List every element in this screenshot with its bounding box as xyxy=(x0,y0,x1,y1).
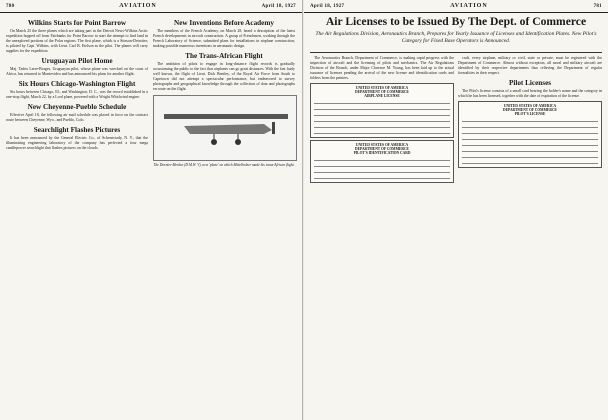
left-column-2 xyxy=(153,16,295,167)
article-heading: The Trans-African Flight xyxy=(185,52,263,60)
article-text: craft, every airplane, military or civil, state or private, must be registered with the Department of Commerce. Almost without exception, all naval and military aircraft are identified by their respective departments thus relieving the Department of regular formalities in their respect. xyxy=(458,56,602,75)
title-rule xyxy=(310,52,602,53)
left-page xyxy=(0,0,303,420)
right-column-2 xyxy=(458,56,602,170)
card-title: PILOT'S LICENSE xyxy=(514,112,546,116)
article-heading: Uruguayan Pilot Home xyxy=(41,57,113,65)
article-heading: New Cheyenne-Pueblo Schedule xyxy=(27,103,127,111)
card-line: DEPARTMENT OF COMMERCE xyxy=(355,147,409,151)
article-heading: Searchlight Flashes Pictures xyxy=(33,126,121,134)
card-line: DEPARTMENT OF COMMERCE xyxy=(355,90,409,94)
article-text: Effective April 18, the following air mail schedule was placed in force on the contract route between Cheyenne, Wyo., and Pueblo, Colo. xyxy=(6,113,148,122)
article-subtitle: The Air Regulations Division, Aeronautics Branch, Prepares for Yearly Issuance of Licenses and Identification Plates. New Pilot's Category for Fixed Base Operators is Announced. xyxy=(315,31,597,44)
airplane-illustration xyxy=(154,96,296,160)
article-text: The Aeronautics Branch, Department of Commerce, is making rapid progress with the inspection of aircraft and the licensing of pilots and mechanics. The Air Regulations Division of the Branch, under Major Clarence M. Young, has been laid up to the actual issuance of licenses pending the arrival of the new license and identification cards and folders from the printers. xyxy=(310,56,454,80)
article-heading: Six Hours Chicago-Washington Flight xyxy=(18,80,136,88)
airplane-photo xyxy=(153,95,297,161)
right-header xyxy=(304,0,608,13)
article-heading: New Inventions Before Academy xyxy=(174,19,274,27)
article-text: The ambition of pilots to engage in long-distance flight records is gradually accustoming the public to the fact that airplanes can go great distances. With the fast fairly well known, the flight of Lieut. Dick Bentley, of the Royal Air Force from South to Capetown did not attempt a spectacular performance, but endeavored to survey photographs and geographical knowledge through the collection of data and photographs en route on the flight. xyxy=(153,62,295,91)
article-text: The Pilot's license consists of a small card bearing the holder's name and the category in which he has been licensed, together with the date of expiration of the license. xyxy=(458,89,602,98)
card-line: DEPARTMENT OF COMMERCE xyxy=(503,108,557,112)
right-magazine-name: AVIATION xyxy=(450,3,488,9)
article-title: Air Licenses to be Issued By The Dept. of Commerce xyxy=(325,15,587,28)
card-title: PILOT'S IDENTIFICATION CARD xyxy=(353,151,411,155)
article-text: Six hours between Chicago, Ill., and Washington, D. C., was the record established in a one-stop flight, March 22, by a Lord plane, powered with a Wright Whirlwind engine. xyxy=(6,90,148,99)
section-heading: Pilot Licenses xyxy=(508,79,552,87)
card-title: AIRPLANE LICENSE xyxy=(364,94,400,98)
article-heading: Wilkins Starts for Point Barrow xyxy=(27,19,127,27)
article-text: The members of the French Academy, on March 28, heard a description of the latest French developments in aircraft construction. A group of Frenchmen, working through the French Laboratory of Science, submitted plans for installations in airplane construction, making possible numerous inventions in aeronautic design. xyxy=(153,29,295,48)
photo-caption: The Dornier-Merkur (D.M.W. V), new 'plane' on which Mittelholzer made his trans-African flight. xyxy=(153,163,295,167)
article-text: On March 25 the three planes which are taking part in the Detroit News-Wilkins Arctic expedition hopped off from Fairbanks for Point Barrow to start the attempt to find land in the unexplored portions of the Polar regions. The first plane, which is a Stinson-Detroiter, is piloted by Capt. Wilkins, with Lieut. Carl B. Eielson as the pilot. The planes will carry supplies for the expedition. xyxy=(6,29,148,53)
pilot-id-card xyxy=(310,140,454,183)
card-line: UNITED STATES OF AMERICA xyxy=(503,104,557,108)
article-text: It has been announced by the General Electric Co., of Schenectady, N. Y., that the illuminating engineering laboratory of the company has perfected a four mega candlepower searchlight that flashes pictures on the clouds. xyxy=(6,136,148,150)
right-date: April 18, 1927 xyxy=(310,3,345,9)
left-date: April 18, 1927 xyxy=(261,3,296,9)
card-line: UNITED STATES OF AMERICA xyxy=(355,143,409,147)
card-line: UNITED STATES OF AMERICA xyxy=(355,86,409,90)
right-page xyxy=(304,0,608,420)
article-text: Maj. Tadeo Larre-Borges, Uruguayan pilot, whose plane was wrecked on the coast of Africa, has returned to Montevideo and has announced his plans for another flight. xyxy=(6,67,148,76)
left-column-1 xyxy=(6,16,148,153)
right-column-1 xyxy=(310,56,454,185)
airplane-license-card xyxy=(310,83,454,138)
right-page-number: 781 xyxy=(593,3,602,9)
left-page-number: 780 xyxy=(6,3,15,9)
pilot-license-card xyxy=(458,101,602,168)
left-header xyxy=(0,0,302,13)
left-magazine-name: AVIATION xyxy=(119,3,157,9)
